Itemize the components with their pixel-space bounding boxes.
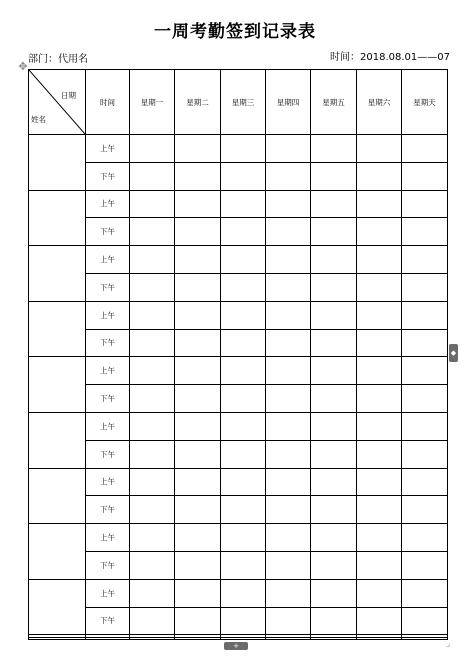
sign-in-cell[interactable] bbox=[175, 162, 221, 190]
period-cell: 下午 bbox=[86, 607, 130, 635]
sign-in-cell[interactable] bbox=[221, 135, 266, 163]
table-row bbox=[29, 135, 448, 163]
sign-in-cell[interactable] bbox=[175, 135, 221, 163]
header-day-cell: 星期一 bbox=[130, 70, 175, 135]
sign-in-cell[interactable] bbox=[130, 607, 175, 635]
sign-in-cell[interactable] bbox=[130, 190, 175, 218]
period-cell: 上午 bbox=[86, 579, 130, 607]
sign-in-cell[interactable] bbox=[311, 357, 357, 385]
table-row bbox=[29, 329, 448, 357]
period-cell: 上午 bbox=[86, 135, 130, 163]
sign-in-cell[interactable] bbox=[130, 385, 175, 413]
table-row bbox=[29, 440, 448, 468]
sign-in-cell[interactable] bbox=[221, 468, 266, 496]
period-cell: 上午 bbox=[86, 246, 130, 274]
sign-in-cell[interactable] bbox=[175, 301, 221, 329]
resize-handle-icon[interactable]: + bbox=[224, 642, 248, 650]
header-name-label: 姓名 bbox=[31, 115, 46, 124]
name-cell[interactable] bbox=[29, 190, 86, 246]
sign-in-cell[interactable] bbox=[357, 357, 402, 385]
sign-in-cell[interactable] bbox=[221, 357, 266, 385]
sign-in-cell[interactable] bbox=[357, 412, 402, 440]
sign-in-cell[interactable] bbox=[357, 440, 402, 468]
sign-in-cell[interactable] bbox=[357, 135, 402, 163]
sign-in-cell[interactable] bbox=[311, 385, 357, 413]
sign-in-cell[interactable] bbox=[175, 524, 221, 552]
empty-cell[interactable] bbox=[130, 637, 175, 639]
sign-in-cell[interactable] bbox=[357, 496, 402, 524]
sign-in-cell[interactable] bbox=[402, 607, 448, 635]
name-cell[interactable] bbox=[29, 468, 86, 524]
period-cell: 下午 bbox=[86, 162, 130, 190]
sign-in-cell[interactable] bbox=[402, 246, 448, 274]
diagonal-header-cell bbox=[29, 70, 86, 135]
sign-in-cell[interactable] bbox=[175, 246, 221, 274]
name-cell[interactable] bbox=[29, 135, 86, 191]
sign-in-cell[interactable] bbox=[402, 524, 448, 552]
empty-cell[interactable] bbox=[402, 637, 448, 639]
header-date-label: 日期 bbox=[61, 91, 76, 100]
sign-in-cell[interactable] bbox=[175, 412, 221, 440]
empty-cell[interactable] bbox=[221, 637, 266, 639]
period-cell: 下午 bbox=[86, 440, 130, 468]
sign-in-cell[interactable] bbox=[311, 524, 357, 552]
sign-in-cell[interactable] bbox=[402, 551, 448, 579]
sign-in-cell[interactable] bbox=[175, 607, 221, 635]
sign-in-cell[interactable] bbox=[221, 385, 266, 413]
sign-in-cell[interactable] bbox=[130, 329, 175, 357]
sign-in-cell[interactable] bbox=[311, 246, 357, 274]
sign-in-cell[interactable] bbox=[266, 273, 311, 301]
header-day-cell: 星期六 bbox=[357, 70, 402, 135]
sign-in-cell[interactable] bbox=[266, 357, 311, 385]
sign-in-cell[interactable] bbox=[130, 301, 175, 329]
header-day-cell: 星期天 bbox=[402, 70, 448, 135]
sign-in-cell[interactable] bbox=[311, 468, 357, 496]
sign-in-cell[interactable] bbox=[175, 468, 221, 496]
sign-in-cell[interactable] bbox=[266, 607, 311, 635]
sign-in-cell[interactable] bbox=[175, 385, 221, 413]
sign-in-cell[interactable] bbox=[402, 579, 448, 607]
sign-in-cell[interactable] bbox=[221, 607, 266, 635]
sign-in-cell[interactable] bbox=[175, 273, 221, 301]
sign-in-cell[interactable] bbox=[221, 440, 266, 468]
name-cell[interactable] bbox=[29, 412, 86, 468]
sign-in-cell[interactable] bbox=[311, 218, 357, 246]
sign-in-cell[interactable] bbox=[402, 468, 448, 496]
period-cell: 上午 bbox=[86, 524, 130, 552]
sign-in-cell[interactable] bbox=[221, 246, 266, 274]
sign-in-cell[interactable] bbox=[221, 412, 266, 440]
sign-in-cell[interactable] bbox=[311, 273, 357, 301]
sign-in-cell[interactable] bbox=[130, 496, 175, 524]
table-row bbox=[29, 579, 448, 607]
table-row bbox=[29, 524, 448, 552]
sign-in-cell[interactable] bbox=[357, 329, 402, 357]
sign-in-cell[interactable] bbox=[266, 246, 311, 274]
sign-in-cell[interactable] bbox=[221, 524, 266, 552]
name-cell[interactable] bbox=[29, 357, 86, 413]
sign-in-cell[interactable] bbox=[221, 551, 266, 579]
sign-in-cell[interactable] bbox=[357, 273, 402, 301]
sign-in-cell[interactable] bbox=[402, 273, 448, 301]
sign-in-cell[interactable] bbox=[402, 218, 448, 246]
sign-in-cell[interactable] bbox=[175, 218, 221, 246]
table-row bbox=[29, 385, 448, 413]
empty-cell[interactable] bbox=[266, 637, 311, 639]
sign-in-cell[interactable] bbox=[221, 273, 266, 301]
table-row bbox=[29, 162, 448, 190]
period-cell: 上午 bbox=[86, 357, 130, 385]
sign-in-cell[interactable] bbox=[266, 329, 311, 357]
period-cell: 下午 bbox=[86, 329, 130, 357]
sign-in-cell[interactable] bbox=[221, 190, 266, 218]
empty-cell[interactable] bbox=[311, 637, 357, 639]
sign-in-cell[interactable] bbox=[266, 301, 311, 329]
empty-cell[interactable] bbox=[29, 637, 86, 639]
sign-in-cell[interactable] bbox=[402, 496, 448, 524]
sign-in-cell[interactable] bbox=[311, 579, 357, 607]
name-cell[interactable] bbox=[29, 246, 86, 302]
sign-in-cell[interactable] bbox=[311, 162, 357, 190]
name-cell[interactable] bbox=[29, 579, 86, 635]
table-row bbox=[29, 496, 448, 524]
sign-in-cell[interactable] bbox=[130, 218, 175, 246]
sign-in-cell[interactable] bbox=[402, 162, 448, 190]
sign-in-cell[interactable] bbox=[357, 190, 402, 218]
sign-in-cell[interactable] bbox=[357, 218, 402, 246]
table-header-row bbox=[29, 70, 448, 135]
resize-handle-icon[interactable]: ◆ bbox=[449, 344, 458, 362]
period-cell: 下午 bbox=[86, 385, 130, 413]
sign-in-cell[interactable] bbox=[130, 162, 175, 190]
period-cell: 上午 bbox=[86, 412, 130, 440]
sign-in-cell[interactable] bbox=[130, 273, 175, 301]
sign-in-cell[interactable] bbox=[357, 468, 402, 496]
sign-in-cell[interactable] bbox=[266, 496, 311, 524]
sign-in-cell[interactable] bbox=[175, 357, 221, 385]
header-time-cell: 时间 bbox=[86, 70, 130, 135]
sign-in-cell[interactable] bbox=[175, 329, 221, 357]
sign-in-cell[interactable] bbox=[130, 579, 175, 607]
sign-in-cell[interactable] bbox=[221, 329, 266, 357]
table-row bbox=[29, 246, 448, 274]
sign-in-cell[interactable] bbox=[311, 135, 357, 163]
sign-in-cell[interactable] bbox=[175, 190, 221, 218]
sign-in-cell[interactable] bbox=[357, 301, 402, 329]
table-row bbox=[29, 551, 448, 579]
sign-in-cell[interactable] bbox=[311, 551, 357, 579]
sign-in-cell[interactable] bbox=[130, 412, 175, 440]
time-range-label: 时间：2018.08.01——07 bbox=[330, 52, 450, 63]
header-day-cell: 星期三 bbox=[221, 70, 266, 135]
sign-in-cell[interactable] bbox=[266, 135, 311, 163]
sign-in-cell[interactable] bbox=[266, 579, 311, 607]
sign-in-cell[interactable] bbox=[402, 385, 448, 413]
sign-in-cell[interactable] bbox=[311, 440, 357, 468]
sign-in-cell[interactable] bbox=[311, 607, 357, 635]
header-day-cell: 星期五 bbox=[311, 70, 357, 135]
sign-in-cell[interactable] bbox=[130, 468, 175, 496]
sign-in-cell[interactable] bbox=[311, 301, 357, 329]
table-row bbox=[29, 468, 448, 496]
sign-in-cell[interactable] bbox=[402, 440, 448, 468]
sign-in-cell[interactable] bbox=[130, 551, 175, 579]
period-cell: 上午 bbox=[86, 301, 130, 329]
sign-in-cell[interactable] bbox=[266, 190, 311, 218]
header-day-cell: 星期四 bbox=[266, 70, 311, 135]
sign-in-cell[interactable] bbox=[266, 440, 311, 468]
sign-in-cell[interactable] bbox=[311, 496, 357, 524]
sign-in-cell[interactable] bbox=[221, 301, 266, 329]
page-title: 一周考勤签到记录表 bbox=[154, 22, 316, 42]
period-cell: 下午 bbox=[86, 273, 130, 301]
sign-in-cell[interactable] bbox=[402, 329, 448, 357]
table-row bbox=[29, 607, 448, 635]
sign-in-cell[interactable] bbox=[175, 440, 221, 468]
sign-in-cell[interactable] bbox=[357, 551, 402, 579]
sign-in-cell[interactable] bbox=[357, 385, 402, 413]
period-cell: 下午 bbox=[86, 496, 130, 524]
table-row bbox=[29, 273, 448, 301]
sign-in-cell[interactable] bbox=[266, 385, 311, 413]
sign-in-cell[interactable] bbox=[311, 190, 357, 218]
period-cell: 下午 bbox=[86, 551, 130, 579]
empty-cell[interactable] bbox=[86, 637, 130, 639]
sign-in-cell[interactable] bbox=[402, 412, 448, 440]
sign-in-cell[interactable] bbox=[402, 135, 448, 163]
sign-in-cell[interactable] bbox=[130, 440, 175, 468]
sign-in-cell[interactable] bbox=[266, 551, 311, 579]
sign-in-cell[interactable] bbox=[266, 524, 311, 552]
sign-in-cell[interactable] bbox=[221, 162, 266, 190]
sign-in-cell[interactable] bbox=[311, 329, 357, 357]
sign-in-cell[interactable] bbox=[357, 162, 402, 190]
name-cell[interactable] bbox=[29, 524, 86, 580]
header-day-cell: 星期二 bbox=[175, 70, 221, 135]
empty-row bbox=[29, 637, 448, 639]
sign-in-cell[interactable] bbox=[266, 218, 311, 246]
sign-in-cell[interactable] bbox=[402, 301, 448, 329]
sign-in-cell[interactable] bbox=[402, 190, 448, 218]
sign-in-cell[interactable] bbox=[266, 162, 311, 190]
department-label: 部门：代用名 bbox=[28, 54, 88, 65]
table-row bbox=[29, 412, 448, 440]
move-handle-icon[interactable]: ✥ bbox=[18, 60, 28, 73]
attendance-table bbox=[28, 69, 448, 640]
sign-in-cell[interactable] bbox=[402, 357, 448, 385]
sign-in-cell[interactable] bbox=[130, 246, 175, 274]
sign-in-cell[interactable] bbox=[221, 496, 266, 524]
table-row bbox=[29, 218, 448, 246]
sign-in-cell[interactable] bbox=[175, 579, 221, 607]
sign-in-cell[interactable] bbox=[130, 357, 175, 385]
period-cell: 下午 bbox=[86, 218, 130, 246]
sign-in-cell[interactable] bbox=[357, 607, 402, 635]
sign-in-cell[interactable] bbox=[130, 135, 175, 163]
sign-in-cell[interactable] bbox=[266, 412, 311, 440]
sign-in-cell[interactable] bbox=[357, 246, 402, 274]
empty-cell[interactable] bbox=[175, 637, 221, 639]
sign-in-cell[interactable] bbox=[266, 468, 311, 496]
sign-in-cell[interactable] bbox=[175, 496, 221, 524]
corner-mark-icon: ⌟ bbox=[446, 639, 451, 649]
sign-in-cell[interactable] bbox=[221, 579, 266, 607]
sign-in-cell[interactable] bbox=[357, 579, 402, 607]
empty-cell[interactable] bbox=[357, 637, 402, 639]
sign-in-cell[interactable] bbox=[175, 551, 221, 579]
period-cell: 上午 bbox=[86, 468, 130, 496]
sign-in-cell[interactable] bbox=[357, 524, 402, 552]
name-cell[interactable] bbox=[29, 301, 86, 357]
table-row bbox=[29, 190, 448, 218]
table-row bbox=[29, 357, 448, 385]
sign-in-cell[interactable] bbox=[221, 218, 266, 246]
period-cell: 上午 bbox=[86, 190, 130, 218]
sign-in-cell[interactable] bbox=[130, 524, 175, 552]
sign-in-cell[interactable] bbox=[311, 412, 357, 440]
table-row bbox=[29, 301, 448, 329]
